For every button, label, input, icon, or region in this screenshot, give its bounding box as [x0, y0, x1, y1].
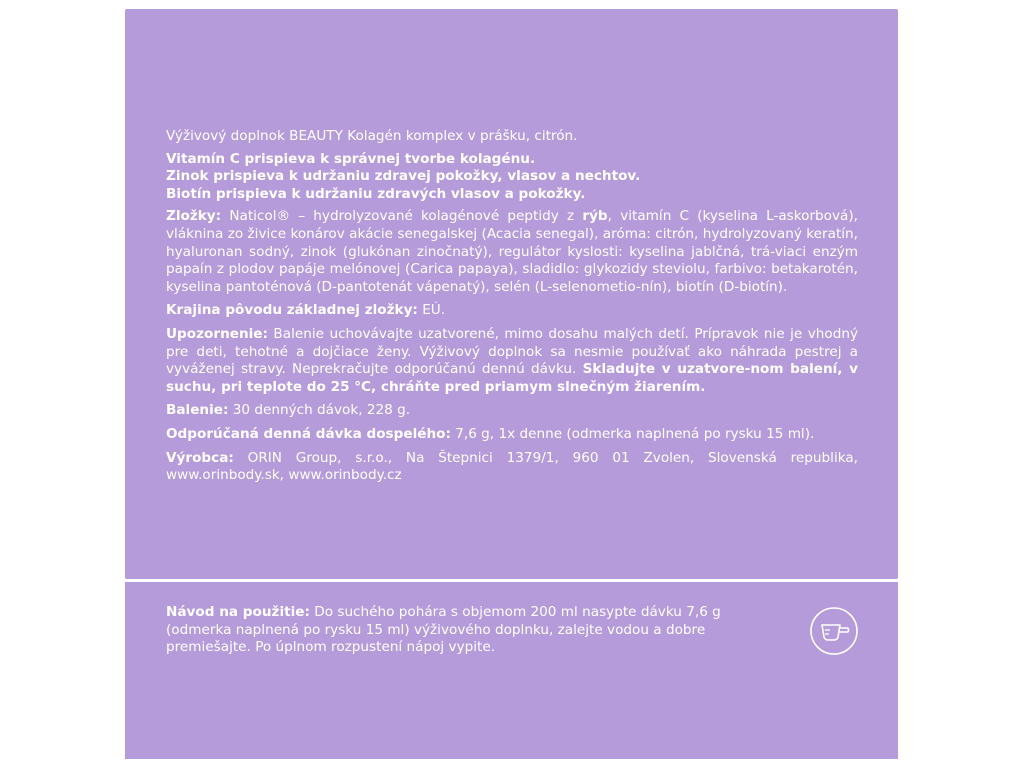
instructions-label: Návod na použitie:: [166, 604, 310, 620]
warning-paragraph: [166, 326, 858, 396]
instructions-text: Do suchého pohára s objemom 200 ml nasypte dávku 7,6 g (odmerka naplnená po rysku 15 ml) výživového doplnku, zalejte vodou a dobre premiešajte. Po úplnom rozpustení nápoj vypite.: [166, 604, 721, 656]
storage-text: Skladujte v uzatvore-nom balení, v suchu, pri teplote do 25 °C, chráňte pred priamym slnečným žiarením.: [166, 361, 859, 395]
dose-label: Odporúčaná denná dávka dospelého:: [166, 425, 451, 442]
measuring-scoop-icon: [810, 607, 858, 655]
package-label: Balenie:: [166, 402, 229, 419]
ingredients-label: Zložky:: [166, 208, 222, 225]
instructions-paragraph: [166, 604, 766, 657]
health-claims: [166, 151, 858, 204]
origin-paragraph: [166, 302, 858, 320]
manufacturer-paragraph: [166, 450, 858, 485]
dose-paragraph: [166, 426, 858, 444]
measuring-scoop-icon-graphic: [810, 607, 858, 655]
claim-vitamin-c: Vitamín C prispieva k správnej tvorbe kolagénu.: [166, 150, 536, 167]
ingredients-paragraph: [166, 208, 858, 296]
claim-zinc: Zinok prispieva k udržaniu zdravej pokožky, vlasov a nechtov.: [166, 168, 641, 185]
ingredients-text-before: Naticol® – hydrolyzované kolagénové peptidy z: [221, 208, 583, 225]
claim-biotin: Biotín prispieva k udržaniu zdravých vlasov a pokožky.: [166, 185, 586, 202]
ingredients-allergen: rýb: [582, 208, 608, 225]
dose-value: 7,6 g, 1x denne (odmerka naplnená po rysku 15 ml).: [450, 425, 815, 442]
manufacturer-value: ORIN Group, s.r.o., Na Štepnici 1379/1, 960 01 Zvolen, Slovenská republika, www.orinbody.sk, www.orinbody.cz: [166, 449, 858, 484]
warning-text: Balenie uchovávajte uzatvorené, mimo dosahu malých detí. Prípravok nie je vhodný pre deti, tehotné a dojčiace ženy. Výživový doplnok sa nesmie používať ako náhrada pestrej a vyváženej stravy. Neprekračujte odporúčanú dennú dávku.: [166, 325, 858, 378]
origin-label: Krajina pôvodu základnej zložky:: [166, 302, 418, 319]
warning-label: Upozornenie:: [166, 325, 268, 342]
package-value: 30 denných dávok, 228 g.: [228, 402, 411, 419]
manufacturer-label: Výrobca:: [166, 449, 234, 466]
package-paragraph: [166, 402, 858, 420]
label-content: [166, 128, 858, 491]
ingredients-text-after: , vitamín C (kyselina L-askorbová), vláknina zo živice konárov akácie senegalskej (Acacia senegal), aróma: citrón, hydrolyzovaný keratín, hyaluronan sodný, zinok (glukónan zinočnatý), regulátor kyslosti: kyselina jablčná, trá-viaci enzým papaín z plodov papáje melónovej (Carica papaya), sladidlo: glykozidy steviolu, farbivo: betakarotén, kyselina pantoténová (D-pantotenát vápenatý), selén (L-selenometio-nín), biotín (D-biotín).: [166, 208, 858, 295]
product-title: Výživový doplnok BEAUTY Kolagén komplex v prášku, citrón.: [166, 128, 578, 144]
origin-value: EÚ.: [417, 302, 446, 319]
